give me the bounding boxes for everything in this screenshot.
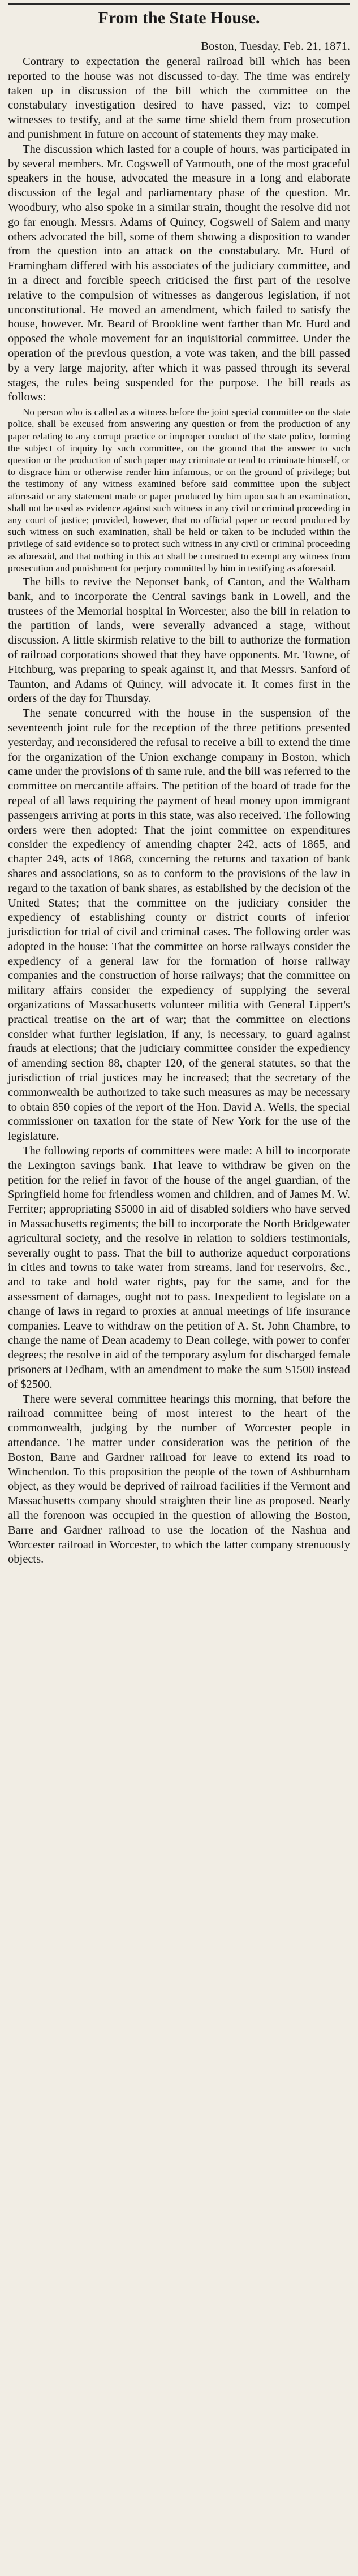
paragraph: The discussion which lasted for a couple of hours, was participated in by several members. Mr. Cogswell of Yarmouth, one of the most graceful speakers in the house, advocated the measure in a long and elaborate discussion of the legal and parliamentary phase of the question. Mr. Woodbury, who also spoke in a similar strain, thought the resolve did not go far enough. Messrs. Adams of Quincy, Cogswell of Salem and many others advocated the bill, some of them showing a disposition to wander from the question into an attack on the constabulary. Mr. Hurd of Framingham differed with his associates of the judiciary committee, and in a direct and forcible speech criticised the first part of the resolve relative to the compulsion of witnesses as dangerous legislation, if not unconstitutional. He moved an amendment, which failed to satisfy the house, however. Mr. Beard of Brookline went farther than Mr. Hurd and opposed the whole movement for an inquisitorial committee. Under the operation of the previous question, a vote was taken, and the bill passed by a very large majority, after which it was passed through its several stages, the rules being suspended for the purpose. The bill reads as follows:	[8, 143, 350, 404]
headline: From the State House.	[98, 8, 260, 27]
top-rule	[8, 3, 350, 5]
paragraph: Contrary to expectation the general railroad bill which has been reported to the house was not discussed to-day. The time was entirely taken up in discussion of the bill which the committee on the constabulary investigation desired to have passed, viz: to compel witnesses to testify, and at the same time shield them from prosecution and punishment in future on account of statements they may make.	[8, 55, 350, 141]
paragraph: The following reports of committees were made: A bill to incorporate the Lexington savings bank. That leave to withdraw be given on the petition for the relief in favor of the house of the angel guardian, of the Springfield home for friendless women and children, and of James M. W. Ferriter; appropriating $5000 in aid of disabled soldiers who have served in Massachusetts regiments; the bill to incorporate the North Bridgewater agricultural society, and the resolve in relation to soldiers testimonials, severally ought to pass. That the bill to authorize aqueduct corporations in cities and towns to take water from streams, land for reservoirs, &c., and to take and hold water rights, pay for the same, and for the assessment of damages, ought not to pass. Inexpedient to legislate on a change of laws in regard to proxies at annual meetings of life insurance companies. Leave to withdraw on the petition of A. St. John Chambre, to change the name of Dean academy to Dean college, with power to confer degrees; the resolve in aid of the temporary asylum for discharged female prisoners at Dedham, with an amendment to make the sum $1500 instead of $2500.	[8, 1145, 350, 1391]
quote-paragraph: No person who is called as a witness before the joint special committee on the state police, shall be excused from answering any question or from the production of any paper relating to any corrupt practice or improper conduct of the state police, forming the subject of inquiry by such committee, on the ground that the answer to such question or the production of such paper may criminate or tend to criminate himself, or to disgrace him or otherwise render him infamous, or on the ground of privilege; but the testimony of any witness examined before said committee upon the subject aforesaid or any statement made or paper produced by him upon such an examination, shall not be used as evidence against such witness in any civil or criminal proceeding in any court of justice; provided, however, that no official paper or record produced by such witness on such examination, shall be held or taken to be included within the privilege of said evidence so to protect such witness in any civil or criminal proceeding as aforesaid, and that nothing in this act shall be construed to exempt any witness from prosecution and punishment for perjury committed by him in testifying as aforesaid.	[8, 407, 350, 573]
paragraph: The senate concurred with the house in the suspension of the seventeenth joint rule for the reception of the three petitions presented yesterday, and reconsidered the refusal to receive a bill to extend the time for the organization of the Union exchange company in Boston, which came under the provisions of th same rule, and the bill was referred to the committee on mercantile affairs. The petition of the board of trade for the repeal of all laws requiring the payment of head money upon immigrant passengers arriving at ports in this state, was also received. The following orders were then adopted: That the joint committee on expenditures consider the expediency of amending chapter 242, acts of 1865, and chapter 249, acts of 1868, concerning the returns and taxation of bank shares and associations, so as to conform to the provisions of the law in regard to the taxation of bank shares, as established by the decision of the United States; that the committee on the judiciary consider the expediency of establishing county or district courts of inferior jurisdiction for trial of civil and criminal cases. The following order was adopted in the house: That the committee on horse railways consider the expediency of a general law for the formation of horse railway companies and the construction of horse railways; that the committee on military affairs consider the expediency of supplying the several organizations of Massachusetts volunteer militia with General Lippert's practical treatise on the art of war; that the committee on elections consider what further legislation, if any, is necessary, to guard against frauds at elections; that the judiciary committee consider the expediency of amending section 88, chapter 120, of the general statutes, so that the jurisdiction of trial justices may be increased; that the secretary of the commonwealth be authorized to take such measures as may be necessary to obtain 850 copies of the report of the Hon. David A. Wells, the special commissioner on taxation for the state of New York for the use of the legislature.	[8, 707, 350, 1143]
article-body	[8, 39, 350, 1567]
article-column	[8, 0, 350, 2576]
paragraph: There were several committee hearings this morning, that before the railroad committee being of most interest to the heart of the commonwealth, judging by the number of Worcester people in attendance. The matter under consideration was the petition of the Boston, Barre and Gardner railroad for leave to extend its road to Winchendon. To this proposition the people of the town of Ashburnham object, as they would be deprived of railroad facilities if the Vermont and Massachusetts company should straighten their line as proposed. Nearly all the forenoon was occupied in the question of allowing the Boston, Barre and Gardner railroad to use the location of the Nashua and Worcester railroad in Worcester, to which the latter company strenuously objects.	[8, 1392, 350, 1566]
dateline: Boston, Tuesday, Feb. 21, 1871.	[201, 40, 350, 53]
bill-text-quote	[8, 406, 350, 574]
paragraph: The bills to revive the Neponset bank, of Canton, and the Waltham bank, and to incorporate the Central savings bank in Lowell, and the trustees of the Memorial hospital in Worcester, also the bill in relation to the partition of lands, were severally advanced a stage, without discussion. A little skirmish relative to the bill to authorize the formation of railroad corporations showed that they have opponents. Mr. Towne, of Fitchburg, was preparing to speak against it, and that Messrs. Sanford of Taunton, and Adams of Quincy, will advocate it. It comes first in the orders of the day for Thursday.	[8, 575, 350, 705]
